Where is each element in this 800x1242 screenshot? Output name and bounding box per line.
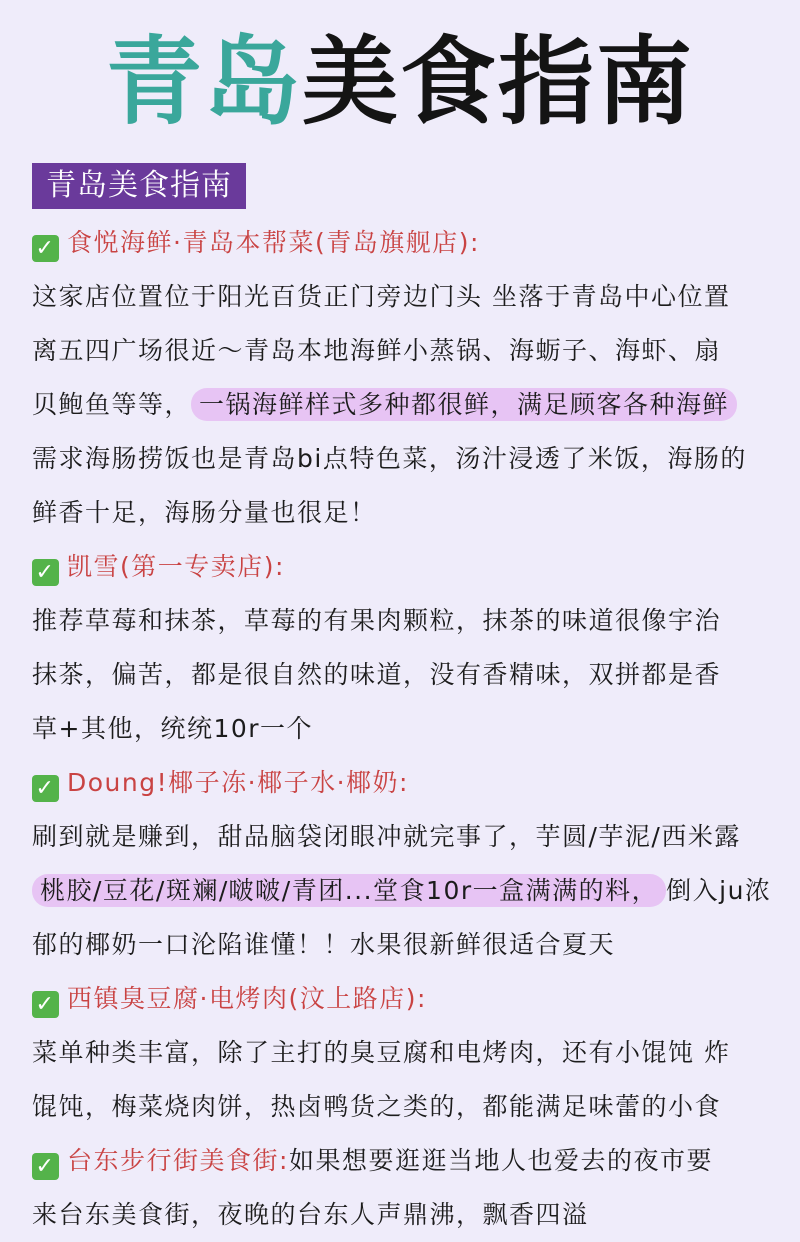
body-text-line: 离五四广场很近～青岛本地海鲜小蒸锅、海蛎子、海虾、扇 <box>32 336 722 365</box>
body-text-line: 这家店位置位于阳光百货正门旁边门头 坐落于青岛中心位置 <box>32 282 731 311</box>
section-heading-text: Doung!椰子冻·椰子水·椰奶: <box>67 768 409 797</box>
body-text-line: 馄饨，梅菜烧肉饼，热卤鸭货之类的，都能满足味蕾的小食 <box>32 1092 722 1121</box>
text-segment: 贝鲍鱼等等， <box>32 390 192 419</box>
body-text-line: 郁的椰奶一口沦陷谁懂！！水果很新鲜很适合夏天 <box>32 930 616 959</box>
body-text-line: 推荐草莓和抹茶，草莓的有果肉颗粒，抹茶的味道很像宇治 <box>32 606 722 635</box>
body-text-line: 需求海肠捞饭也是青岛bi点特色菜，汤汁浸透了米饭，海肠的 <box>32 444 747 473</box>
highlighted-text: 桃胶/豆花/斑斓/啵啵/青团...堂食10r一盒满满的料， <box>32 874 666 907</box>
checkbox-check-icon: ✓ <box>32 991 59 1018</box>
section-heading-2 <box>32 540 772 594</box>
body-text-line: 抹茶，偏苦，都是很自然的味道，没有香精味，双拼都是香 <box>32 660 722 689</box>
section-heading-text: 西镇臭豆腐·电烤肉(汶上路店): <box>67 984 427 1013</box>
body-text-line: 鲜香十足，海肠分量也很足！ <box>32 498 377 527</box>
checkbox-check-icon: ✓ <box>32 775 59 802</box>
checkbox-check-icon: ✓ <box>32 559 59 586</box>
body-text-line: 刷到就是赚到，甜品脑袋闭眼冲就完事了，芋圆/芋泥/西米露 <box>32 822 741 851</box>
highlighted-text: 一锅海鲜样式多种都很鲜，满足顾客各种海鲜 <box>191 388 737 421</box>
guide-content <box>32 216 772 1242</box>
text-segment: 倒入ju浓 <box>666 876 772 905</box>
section-heading-3 <box>32 756 772 810</box>
section-heading-4 <box>32 972 772 1026</box>
body-text-line: 来台东美食街，夜晚的台东人声鼎沸，飘香四溢 <box>32 1200 589 1229</box>
title-part-1: 青岛 <box>106 26 302 138</box>
page-title <box>0 22 800 142</box>
section-heading-text: 食悦海鲜·青岛本帮菜(青岛旗舰店): <box>67 228 480 257</box>
section-tag: 青岛美食指南 <box>32 163 246 209</box>
section-heading-text: 凯雪(第一专卖店): <box>67 552 285 581</box>
section-heading-1 <box>32 216 772 270</box>
checkbox-check-icon: ✓ <box>32 235 59 262</box>
body-text-line <box>32 864 772 918</box>
checkbox-check-icon: ✓ <box>32 1153 59 1180</box>
section-heading-text: 台东步行街美食街: <box>67 1146 289 1175</box>
section-heading-suffix: 如果想要逛逛当地人也爱去的夜市要 <box>288 1146 713 1175</box>
body-text-line <box>32 378 772 432</box>
section-heading-5 <box>32 1134 772 1188</box>
body-text-line: 菜单种类丰富，除了主打的臭豆腐和电烤肉，还有小馄饨 炸 <box>32 1038 731 1067</box>
body-text-line: 草+其他，统统10r一个 <box>32 714 314 743</box>
title-part-2: 美食指南 <box>302 26 694 138</box>
